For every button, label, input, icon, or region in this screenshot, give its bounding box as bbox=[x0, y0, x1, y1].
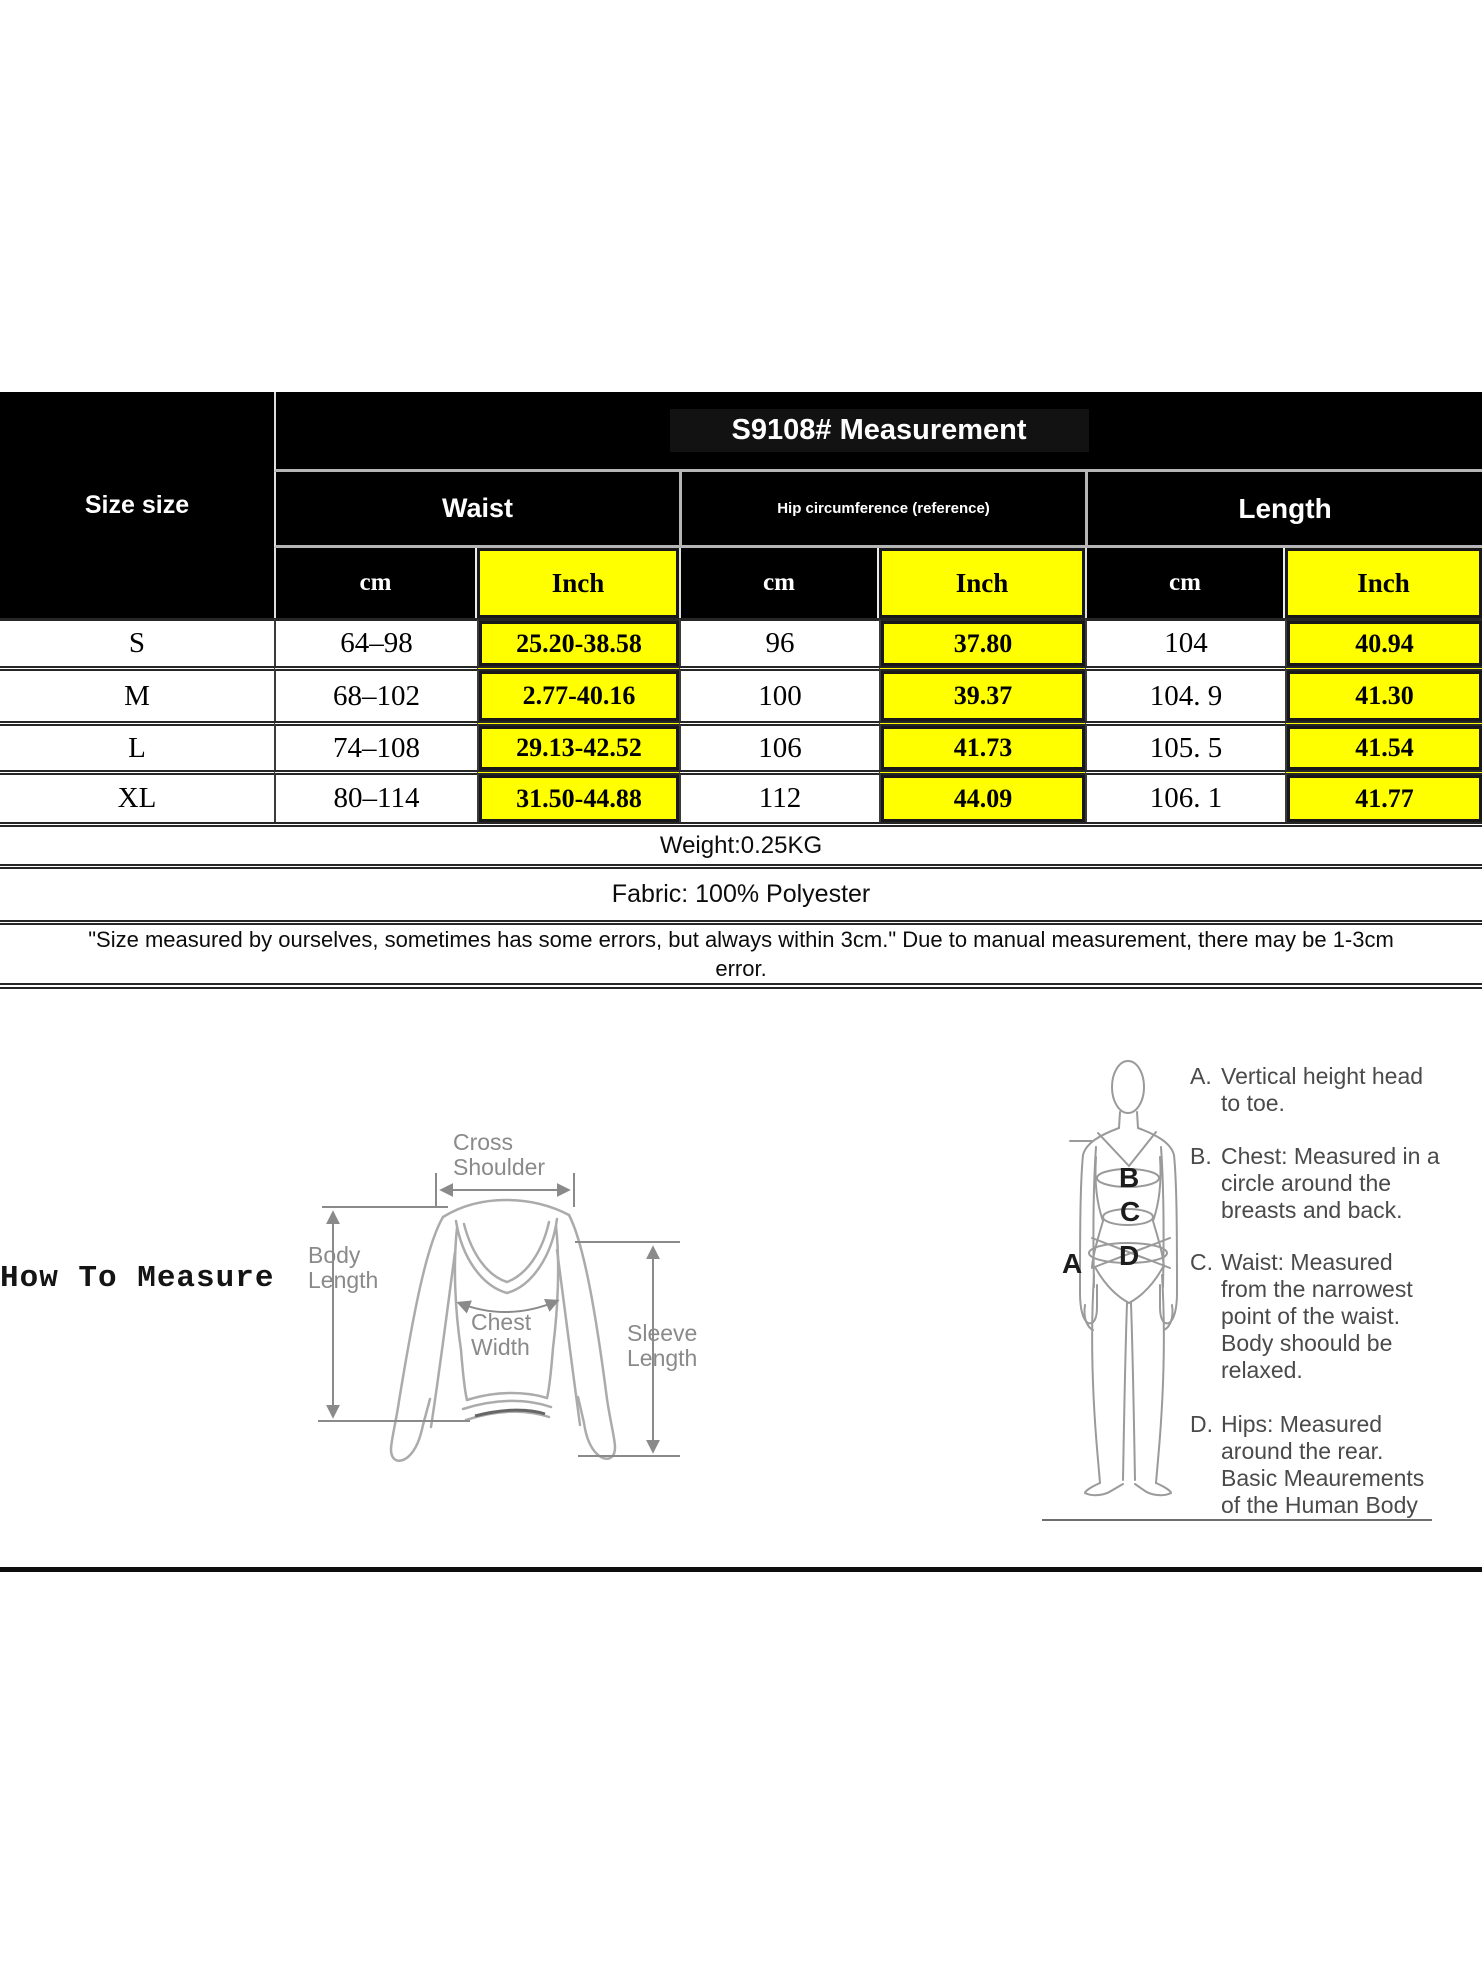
measurement-table bbox=[0, 392, 1482, 989]
value-cell: 25.20-38.58 bbox=[477, 618, 679, 666]
value-cell: 29.13-42.52 bbox=[477, 721, 679, 770]
table-title bbox=[274, 392, 1482, 472]
unit-inch-cell: Inch bbox=[879, 548, 1085, 618]
body-label-b: B bbox=[1119, 1162, 1140, 1193]
col-header-length: Length bbox=[1085, 472, 1482, 548]
fabric-note: Fabric: 100% Polyester bbox=[0, 864, 1482, 920]
value-cell: 41.54 bbox=[1285, 721, 1482, 770]
col-header-waist: Waist bbox=[274, 472, 679, 548]
unit-inch-cell: Inch bbox=[1285, 548, 1482, 618]
corner-header-label: Size size bbox=[84, 490, 190, 519]
value-cell: 104 bbox=[1085, 618, 1285, 666]
unit-cm-cell: cm bbox=[274, 548, 477, 618]
value-cell: 44.09 bbox=[879, 770, 1085, 822]
label-cross-shoulder: Cross Shoulder bbox=[453, 1129, 546, 1180]
size-cell: XL bbox=[0, 770, 274, 822]
size-cell: M bbox=[0, 666, 274, 721]
weight-note: Weight:0.25KG bbox=[0, 822, 1482, 864]
bottom-divider bbox=[0, 1567, 1482, 1572]
label-body-length: Body Length bbox=[308, 1242, 379, 1293]
value-cell: 37.80 bbox=[879, 618, 1085, 666]
measure-note-b: B. Chest: Measured in a circle around the breasts and back. bbox=[1190, 1143, 1440, 1223]
body-label-a: A bbox=[1062, 1248, 1083, 1279]
body-outline bbox=[1070, 1061, 1177, 1495]
value-cell: 64–98 bbox=[274, 618, 477, 666]
value-cell: 41.30 bbox=[1285, 666, 1482, 721]
value-cell: 31.50-44.88 bbox=[477, 770, 679, 822]
value-cell: 106. 1 bbox=[1085, 770, 1285, 822]
value-cell: 104. 9 bbox=[1085, 666, 1285, 721]
value-cell: 2.77-40.16 bbox=[477, 666, 679, 721]
measure-note-c: C. Waist: Measured from the narrowest point of the waist. Body shoould be relaxed. bbox=[1190, 1249, 1413, 1383]
table-title-label: S9108# Measurement bbox=[670, 409, 1089, 452]
tolerance-note-line2: error. bbox=[715, 956, 767, 981]
value-cell: 100 bbox=[679, 666, 879, 721]
measure-note-a: A. Vertical height head to toe. bbox=[1190, 1063, 1424, 1116]
table-row-l bbox=[0, 721, 1482, 770]
value-cell: 106 bbox=[679, 721, 879, 770]
table-row-s bbox=[0, 618, 1482, 666]
value-cell: 74–108 bbox=[274, 721, 477, 770]
value-cell: 68–102 bbox=[274, 666, 477, 721]
label-sleeve-length: Sleeve Length bbox=[627, 1320, 698, 1371]
notes-underline bbox=[1042, 1519, 1432, 1521]
fabric-row bbox=[0, 864, 1482, 920]
weight-row bbox=[0, 822, 1482, 864]
tolerance-row bbox=[0, 920, 1482, 989]
size-cell: S bbox=[0, 618, 274, 666]
tolerance-note-line1: "Size measured by ourselves, sometimes has some errors, but always within 3cm." Due to manual measurement, there may be 1-3cm bbox=[88, 927, 1394, 952]
col-header-hip: Hip circumference (reference) bbox=[679, 472, 1085, 548]
value-cell: 80–114 bbox=[274, 770, 477, 822]
table-row-m bbox=[0, 666, 1482, 721]
body-label-d: D bbox=[1119, 1240, 1140, 1271]
unit-cm-cell: cm bbox=[1085, 548, 1285, 618]
table-row-xl bbox=[0, 770, 1482, 822]
value-cell: 105. 5 bbox=[1085, 721, 1285, 770]
value-cell: 112 bbox=[679, 770, 879, 822]
unit-inch-cell: Inch bbox=[477, 548, 679, 618]
label-chest-width: Chest Width bbox=[471, 1309, 532, 1360]
value-cell: 41.77 bbox=[1285, 770, 1482, 822]
value-cell: 96 bbox=[679, 618, 879, 666]
tolerance-note bbox=[0, 920, 1482, 989]
table-title-row bbox=[0, 392, 1482, 472]
value-cell: 41.73 bbox=[879, 721, 1085, 770]
body-label-c: C bbox=[1120, 1196, 1141, 1227]
value-cell: 40.94 bbox=[1285, 618, 1482, 666]
unit-cm-cell: cm bbox=[679, 548, 879, 618]
corner-header bbox=[0, 392, 274, 618]
value-cell: 39.37 bbox=[879, 666, 1085, 721]
size-cell: L bbox=[0, 721, 274, 770]
measure-note-d: D. Hips: Measured around the rear. Basic Meaurements of the Human Body bbox=[1190, 1411, 1425, 1518]
how-to-measure-heading: How To Measure bbox=[0, 1261, 275, 1296]
